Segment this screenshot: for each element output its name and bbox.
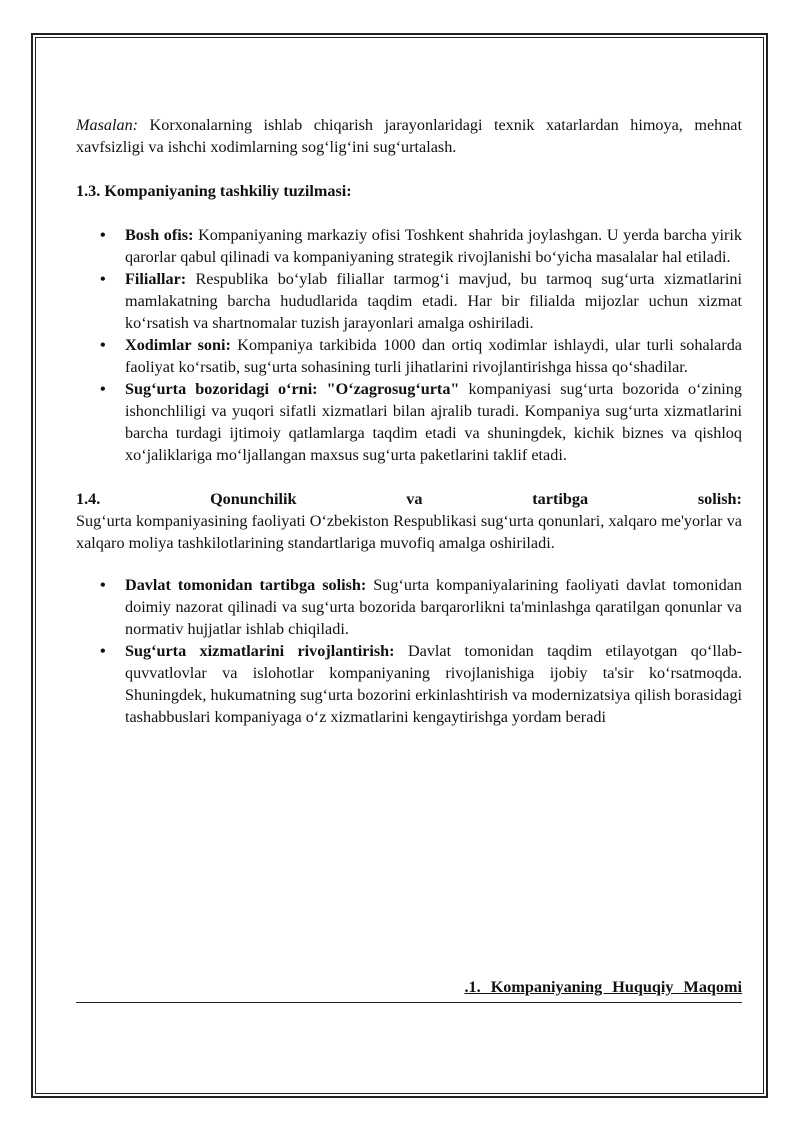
item-text: Sug‘urta kompaniyalarining faoliyati davlat tomonidan doimiy nazorat qilinadi va sug‘urta bozorida barqarorlikni ta'minlashga qaratilgan qonunlar va normativ hujjatlar ishlab chiqiladi. (125, 576, 742, 638)
footer-heading: .1. Kompaniyaning Huquqiy Maqomi (464, 978, 742, 996)
section-1-4 (76, 488, 742, 728)
bullet-icon: • (100, 642, 106, 660)
heading-word: 1.4. (76, 490, 101, 508)
item-term: Davlat tomonidan tartibga solish: (125, 576, 367, 594)
item-term: Filiallar: (125, 270, 187, 288)
heading-word: solish: (697, 490, 742, 508)
item-term: Sug‘urta xizmatlarini rivojlantirish: (125, 642, 395, 660)
section-1-3-heading: 1.3. Kompaniyaning tashkiliy tuzilmasi: (76, 182, 352, 200)
item-text: kompaniyasi sug‘urta bozorida o‘zining ishonchliligi va yuqori sifatli xizmatlari bilan ajralib turadi. Kompaniya sug‘urta xizmatlarini barcha turdagi ijtimoiy qatlamlarga taqdim etadi va shuningdek, kichik biznes va qishloq xo‘jaliklariga mo‘ljallangan maxsus sug‘urta paketlarini taklif etadi. (125, 380, 742, 464)
example-text: Korxonalarning ishlab chiqarish jarayonlaridagi texnik xatarlardan himoya, mehnat xavfsizligi va ishchi xodimlarning sog‘lig‘ini sug‘urtalash. (76, 116, 742, 156)
bullet-icon: • (100, 336, 106, 354)
footer-heading-line (76, 978, 742, 1003)
section-1-4-heading (76, 488, 742, 510)
bullet-icon: • (100, 380, 106, 398)
heading-word: Qonunchilik (210, 490, 297, 508)
bullet-icon: • (100, 576, 106, 594)
heading-word: tartibga (532, 490, 589, 508)
item-term: Sug‘urta bozoridagi o‘rni: "O‘zagrosug‘urta" (125, 380, 460, 398)
list-item-market-position (76, 378, 742, 466)
list-item-state-regulation (76, 574, 742, 640)
item-text: Respublika bo‘ylab filiallar tarmog‘i mavjud, bu tarmoq sug‘urta xizmatlarini mamlakatning barcha hududlarida taqdim etadi. Har bir filialda mijozlar uchun xizmat ko‘rsatish va shartnomalar tuzish jarayonlari amalga oshiriladi. (125, 270, 742, 332)
document-body (76, 114, 742, 728)
bullet-icon: • (100, 226, 106, 244)
item-text: Davlat tomonidan taqdim etilayotgan qo‘llab-quvvatlovlar va islohotlar kompaniyaning rivojlanishiga ijobiy ta'sir ko‘rsatmoqda. Shuningdek, hukumatning sug‘urta bozorini erkinlashtirish va modernizatsiya qilish borasidagi tashabbuslari kompaniyaga o‘z xizmatlarini kengaytirishga yordam beradi (125, 642, 743, 726)
list-item-service-development (76, 640, 742, 728)
example-paragraph (76, 114, 742, 158)
section-1-4-list (76, 574, 742, 728)
bullet-icon: • (100, 270, 106, 288)
example-label: Masalan: (76, 116, 139, 134)
list-item-staff (76, 334, 742, 378)
section-1-3-list (76, 224, 742, 466)
section-1-4-paragraph: Sug‘urta kompaniyasining faoliyati O‘zbekiston Respublikasi sug‘urta qonunlari, xalqaro me'yorlar va xalqaro moliya tashkilotlarining standartlariga muvofiq amalga oshiriladi. (76, 512, 742, 552)
item-text: Kompaniya tarkibida 1000 dan ortiq xodimlar ishlaydi, ular turli sohalarda faoliyat ko‘rsatib, sug‘urta sohasining turli jihatlarini rivojlantirishga hissa qo‘shadilar. (125, 336, 742, 376)
list-item-branches (76, 268, 742, 334)
item-text: Kompaniyaning markaziy ofisi Toshkent shahrida joylashgan. U yerda barcha yirik qarorlar qabul qilinadi va kompaniyaning strategik rivojlanishi bo‘yicha masalalar hal etiladi. (125, 226, 742, 266)
item-term: Xodimlar soni: (125, 336, 231, 354)
list-item-head-office (76, 224, 742, 268)
item-term: Bosh ofis: (125, 226, 194, 244)
heading-word: va (406, 490, 423, 508)
